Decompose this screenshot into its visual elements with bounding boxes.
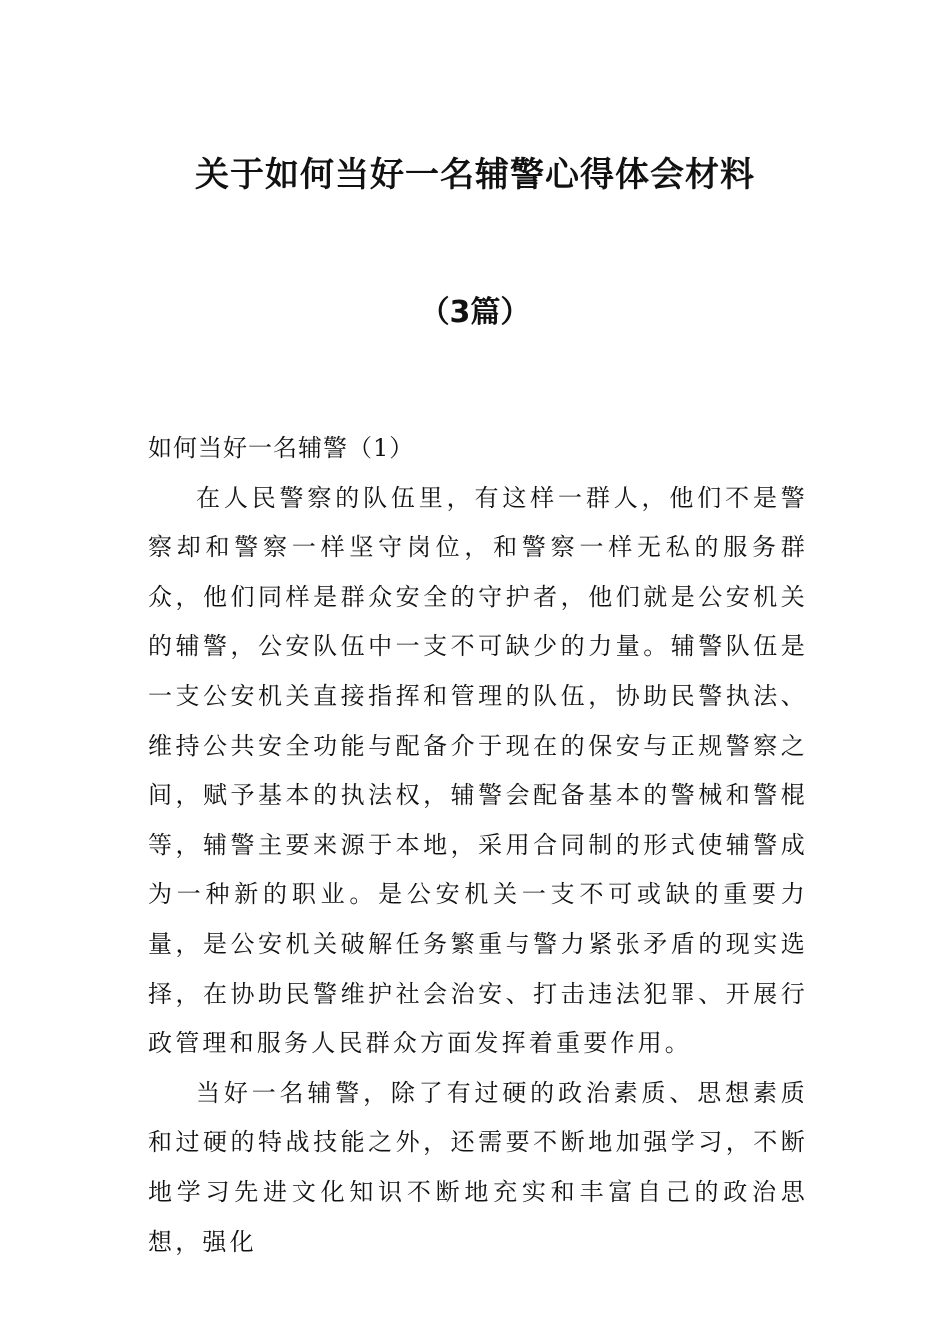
document-body [148,424,808,1267]
document-subtitle: （3篇） [419,295,531,330]
section-heading: 如何当好一名辅警（1） [148,434,415,462]
document-title: 关于如何当好一名辅警心得体会材料 [195,155,755,195]
body-paragraph-1: 在人民警察的队伍里，有这样一群人，他们不是警察却和警察一样坚守岗位，和警察一样无私的服务群众，他们同样是群众安全的守护者，他们就是公安机关的辅警，公安队伍中一支不可缺少的力量。辅警队伍是一支公安机关直接指挥和管理的队伍，协助民警执法、维持公共安全功能与配备介于现在的保安与正规警察之间，赋予基本的执法权，辅警会配备基本的警械和警棍等，辅警主要来源于本地，采用合同制的形式使辅警成为一种新的职业。是公安机关一支不可或缺的重要力量，是公安机关破解任务繁重与警力紧张矛盾的现实选择，在协助民警维护社会治安、打击违法犯罪、开展行政管理和服务人民群众方面发挥着重要作用。 [148,483,808,1058]
body-paragraph-2: 当好一名辅警，除了有过硬的政治素质、思想素质和过硬的特战技能之外，还需要不断地加强学习，不断地学习先进文化知识不断地充实和丰富自己的政治思想，强化 [148,1078,808,1256]
